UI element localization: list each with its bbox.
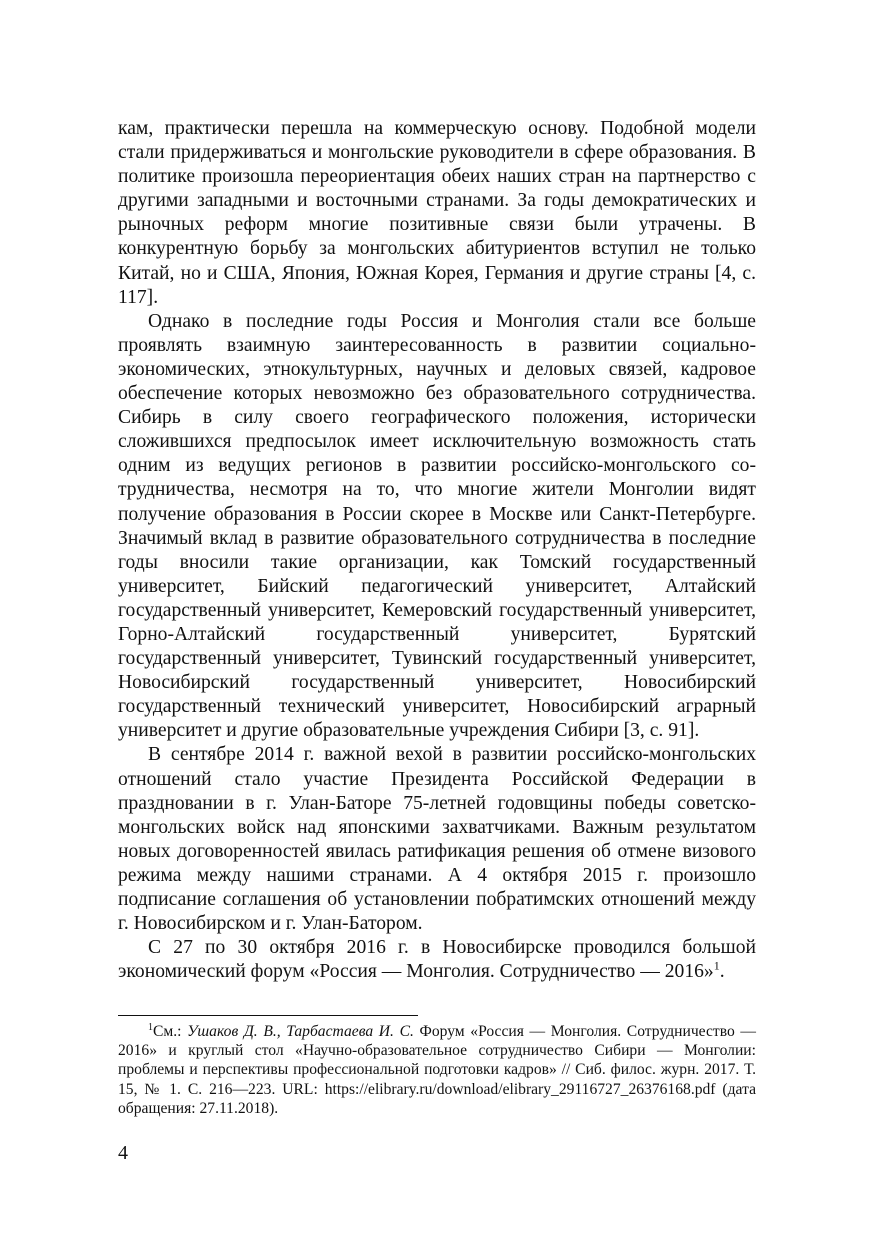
footnote-authors: Ушаков Д. В., Тарбастаева И. С. [187,1023,414,1040]
page-number: 4 [118,1142,128,1164]
paragraph-4 [118,936,756,984]
paragraph-2: Однако в последние годы Россия и Монголия стали все больше проявлять взаимную заинтересованность в развитии социально-экономических, этнокультурных, научных и деловых связей, кадровое обеспечение которых невозможно без образовательного сотрудничества. Сибирь в силу своего географического положения, исторически сложившихся предпосылок имеет исключительную возможность стать одним из ведущих регионов в развитии российско-монгольского сотрудничества, несмотря на то, что многие жители Монголии видят получение образования в России скорее в Москве или Санкт-Петербурге. Значимый вклад в развитие образовательного сотрудничества в последние годы вносили такие организации, как Томский государственный университет, Бийский педагогический университет, Алтайский государственный университет, Кемеровский государственный университет, Горно-Алтайский государственный университет, Бурятский государственный университет, Тувинский государственный университет, Новосибирский государственный университет, Новосибирский государственный технический университет, Новосибирский аграрный университет и другие образовательные учреждения Сибири [3, с. 91]. [118,310,756,742]
footnote-text: Форум «Россия — Монголия. Сотрудничество — 2016» и круглый стол «Научно-образовательное сотрудничество Сибири — Монголии: проблемы и перспективы профессиональной подготовки кадров» // Сиб. филос. журн. 2017. Т. 15, № 1. С. 216—223. URL: https://elibrary.ru/download/elibrary_29116727_26376168.pdf (дата обращения: 27.11.2018). [118,1023,756,1117]
footnote-reference[interactable]: 1 [713,958,720,973]
footnote-prefix: См.: [153,1023,188,1040]
footnote-mark: 1 [148,1021,153,1033]
page-content [118,117,756,984]
footnote-divider [118,1015,418,1016]
paragraph-4-text: С 27 по 30 октября 2016 г. в Новосибирске проводился большой экономический форум «Россия — Монголия. Сотрудничество — 2016» [118,937,756,983]
body-text [118,117,756,984]
paragraph-4-end: . [719,961,725,983]
paragraph-1: кам, практически перешла на коммерческую основу. Подобной модели стали придерживаться и монгольские руководители в сфере образования. В политике произошла переориентация обеих наших стран на партнерство с другими западными и восточными странами. За годы демократических и рыночных реформ многие позитивные связи были утрачены. В конкурентную борьбу за монгольских абитуриентов вступил не только Китай, но и США, Япония, Южная Корея, Германия и другие страны [4, с. 117]. [118,118,756,308]
paragraph-3: В сентябре 2014 г. важной вехой в развитии российско-монгольских отношений стало участие Президента Российской Федерации в праздновании в г. Улан-Баторе 75-летней годовщины победы советско-монгольских войск над японскими захватчиками. Важным результатом новых договоренностей явилась ратификация решения об отмене визового режима между нашими странами. А 4 октября 2015 г. произошло подписание соглашения об установлении побратимских отношений между г. Новосибирском и г. Улан-Батором. [118,744,756,935]
footnote [118,1022,756,1118]
